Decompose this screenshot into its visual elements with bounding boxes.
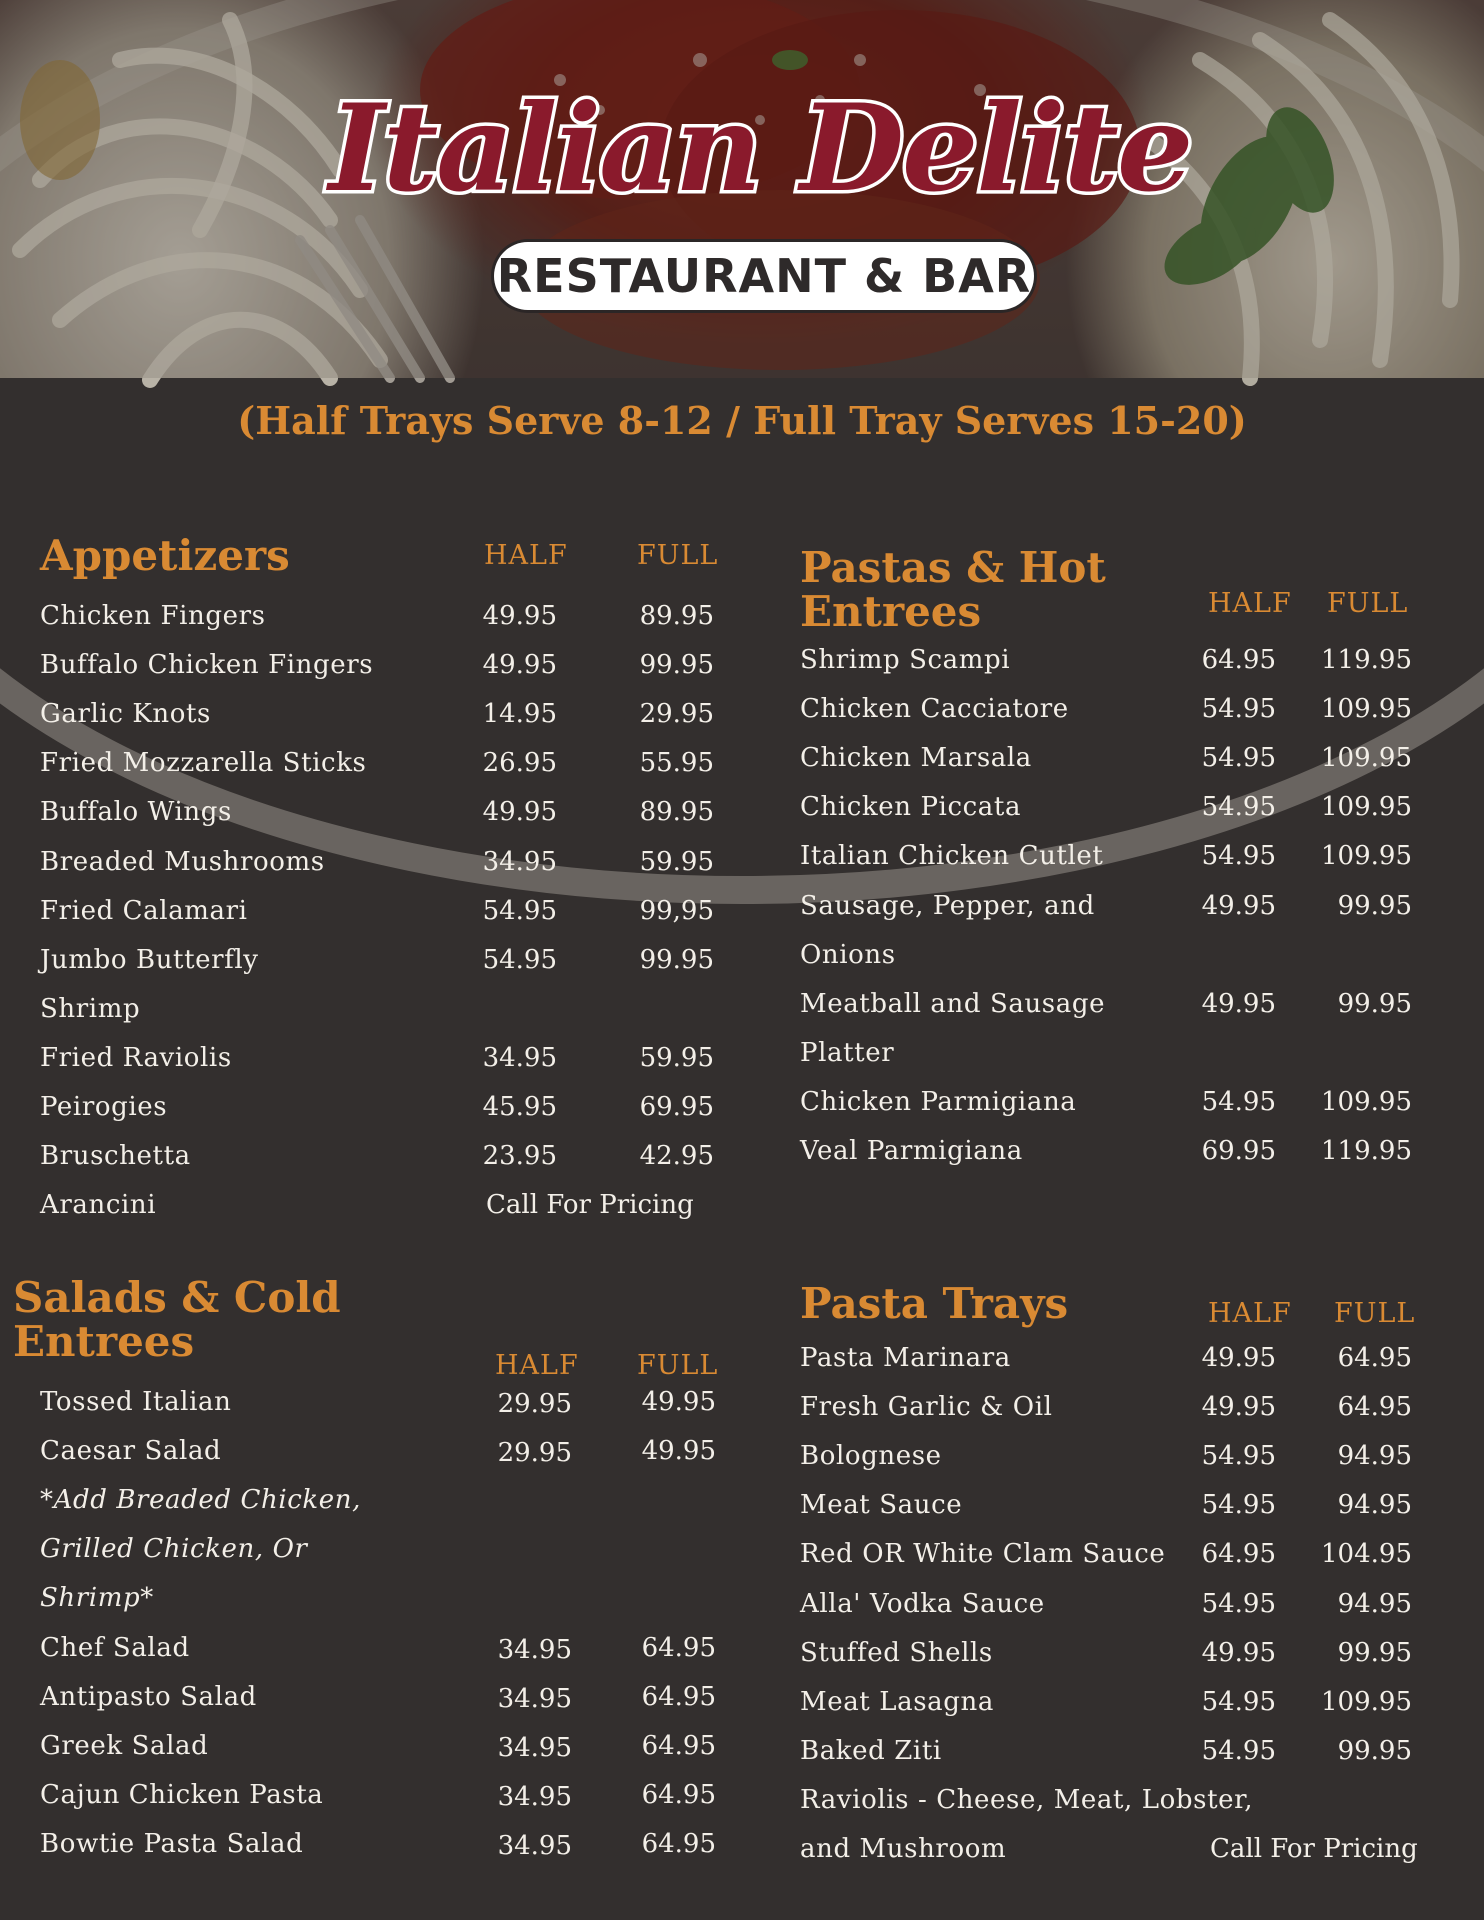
appetizers-item-name: Buffalo Chicken Fingers <box>40 650 374 681</box>
appetizers-item-name: Buffalo Wings <box>40 797 232 828</box>
appetizers-item-full-price: 69.95 <box>639 1092 714 1122</box>
pastas-item-half-price: 49.95 <box>1201 890 1276 921</box>
trays-item-full-price: 99.95 <box>1337 1637 1412 1668</box>
salads-item-half-price: 34.95 <box>497 1732 572 1763</box>
appetizers-item-name: Garlic Knots <box>40 699 211 730</box>
appetizers-item-full-price: 99.95 <box>639 944 714 975</box>
trays-item-full-price: 64.95 <box>1337 1392 1412 1423</box>
trays-item-full-price: 94.95 <box>1337 1441 1412 1472</box>
trays-item-half-price: 54.95 <box>1201 1686 1276 1717</box>
salads-item-name: Tossed Italian <box>40 1387 232 1417</box>
trays-item-call-pricing: Call For Pricing <box>1210 1834 1418 1864</box>
pastas-item-half-price: 54.95 <box>1201 1086 1276 1117</box>
pastas-item-name: Sausage, Pepper, and <box>800 890 1095 921</box>
pastas-item-full-price: 109.95 <box>1321 792 1412 823</box>
trays-item-half-price: 54.95 <box>1201 1588 1276 1619</box>
salads-title-line1: Salads & Cold <box>13 1273 341 1322</box>
salads-half-header: HALF <box>495 1350 579 1381</box>
appetizers-item-half-price: 54.95 <box>482 944 557 975</box>
trays-item-half-price: 49.95 <box>1201 1343 1276 1373</box>
salads-item-half-price: 29.95 <box>497 1389 572 1419</box>
appetizers-item-full-price: 42.95 <box>639 1141 714 1172</box>
pastas-full-header: FULL <box>1327 588 1409 619</box>
salads-item-half-price: 34.95 <box>497 1830 572 1861</box>
salads-item-name: Bowtie Pasta Salad <box>40 1828 304 1859</box>
pastas-item-half-price: 49.95 <box>1201 988 1276 1019</box>
appetizers-full-header: FULL <box>637 540 719 571</box>
salads-item-full-price: 49.95 <box>641 1387 716 1417</box>
trays-item-name: Stuffed Shells <box>800 1637 993 1668</box>
appetizers-item-name: Fried Mozzarella Sticks <box>40 748 367 779</box>
salads-item-name: Shrimp* <box>40 1583 154 1614</box>
appetizers-item-full-price: 89.95 <box>639 797 714 828</box>
trays-item-name: Raviolis - Cheese, Meat, Lobster, <box>800 1784 1254 1815</box>
pastas-half-header: HALF <box>1208 588 1292 619</box>
salads-item-half-price: 34.95 <box>497 1634 572 1665</box>
appetizers-item-name: Arancini <box>40 1190 157 1221</box>
appetizers-item-full-price: 59.95 <box>639 846 714 877</box>
pastas-item-name: Chicken Cacciatore <box>800 694 1069 725</box>
appetizers-item-full-price: 89.95 <box>639 601 714 631</box>
pastas-item-half-price: 54.95 <box>1201 841 1276 872</box>
salads-item-full-price: 64.95 <box>641 1828 716 1859</box>
trays-item-half-price: 49.95 <box>1201 1637 1276 1668</box>
appetizers-item-half-price: 23.95 <box>482 1141 557 1172</box>
appetizers-item-half-price: 49.95 <box>482 650 557 681</box>
salads-item-full-price: 64.95 <box>641 1730 716 1761</box>
pastas-item-half-price: 69.95 <box>1201 1136 1276 1166</box>
trays-item-half-price: 54.95 <box>1201 1441 1276 1472</box>
appetizers-item-name: Fried Raviolis <box>40 1042 232 1073</box>
appetizers-item-name: Bruschetta <box>40 1141 191 1172</box>
trays-item-name: Fresh Garlic & Oil <box>800 1392 1053 1423</box>
appetizers-item-full-price: 29.95 <box>639 699 714 730</box>
pastas-item-name: Chicken Parmigiana <box>800 1086 1077 1117</box>
italian-delite-logo <box>328 60 1192 250</box>
trays-full-header: FULL <box>1334 1298 1416 1329</box>
salads-item-name: Antipasto Salad <box>40 1681 257 1712</box>
appetizers-item-call-pricing: Call For Pricing <box>486 1190 694 1221</box>
trays-item-name: Bolognese <box>800 1441 942 1472</box>
trays-item-full-price: 94.95 <box>1337 1588 1412 1619</box>
salads-item-full-price: 64.95 <box>641 1681 716 1712</box>
logo-script-text: Italian Delite <box>328 78 1192 219</box>
trays-item-name: Alla' Vodka Sauce <box>800 1588 1045 1619</box>
appetizers-item-half-price: 45.95 <box>482 1092 557 1122</box>
appetizers-item-name: Fried Calamari <box>40 895 248 926</box>
pastas-item-full-price: 119.95 <box>1321 645 1412 675</box>
pastas-item-full-price: 109.95 <box>1321 694 1412 725</box>
salads-item-half-price: 29.95 <box>497 1438 572 1469</box>
logo-tagline: RESTAURANT & BAR <box>494 242 1034 310</box>
trays-item-full-price: 94.95 <box>1337 1490 1412 1521</box>
pastas-item-name: Onions <box>800 939 896 970</box>
appetizers-item-full-price: 55.95 <box>639 748 714 779</box>
trays-item-name: Pasta Marinara <box>800 1343 1011 1373</box>
salads-item-name: *Add Breaded Chicken, <box>40 1485 361 1516</box>
appetizers-half-header: HALF <box>484 540 568 571</box>
trays-item-half-price: 54.95 <box>1201 1735 1276 1766</box>
trays-item-half-price: 49.95 <box>1201 1392 1276 1423</box>
pastas-item-half-price: 54.95 <box>1201 743 1276 774</box>
pastas-item-name: Platter <box>800 1037 895 1068</box>
trays-item-full-price: 64.95 <box>1337 1343 1412 1373</box>
pastas-item-full-price: 99.95 <box>1337 988 1412 1019</box>
appetizers-item-half-price: 49.95 <box>482 601 557 631</box>
appetizers-item-half-price: 54.95 <box>482 895 557 926</box>
appetizers-item-name: Shrimp <box>40 993 141 1024</box>
pastas-item-name: Chicken Piccata <box>800 792 1022 823</box>
pastas-item-name: Veal Parmigiana <box>800 1136 1023 1166</box>
appetizers-item-full-price: 59.95 <box>639 1042 714 1073</box>
pastas-item-half-price: 64.95 <box>1201 645 1276 675</box>
pastas-item-full-price: 109.95 <box>1321 743 1412 774</box>
salads-item-full-price: 64.95 <box>641 1779 716 1810</box>
trays-item-full-price: 109.95 <box>1321 1686 1412 1717</box>
trays-item-name: Baked Ziti <box>800 1735 942 1766</box>
pastas-title-line1: Pastas & Hot <box>800 543 1106 592</box>
pastas-item-full-price: 99.95 <box>1337 890 1412 921</box>
pastas-item-full-price: 109.95 <box>1321 1086 1412 1117</box>
salads-full-header: FULL <box>637 1350 719 1381</box>
trays-item-name: Meat Lasagna <box>800 1686 994 1717</box>
appetizers-item-name: Chicken Fingers <box>40 601 266 631</box>
trays-title: Pasta Trays <box>800 1279 1069 1328</box>
trays-item-full-price: 104.95 <box>1321 1539 1412 1570</box>
appetizers-item-half-price: 34.95 <box>482 1042 557 1073</box>
pastas-item-name: Chicken Marsala <box>800 743 1032 774</box>
appetizers-item-half-price: 26.95 <box>482 748 557 779</box>
serving-note: (Half Trays Serve 8-12 / Full Tray Serves 15-20) <box>237 398 1247 443</box>
trays-item-half-price: 54.95 <box>1201 1490 1276 1521</box>
trays-item-half-price: 64.95 <box>1201 1539 1276 1570</box>
appetizers-item-full-price: 99,95 <box>639 895 714 926</box>
pastas-item-half-price: 54.95 <box>1201 792 1276 823</box>
salads-item-name: Chef Salad <box>40 1632 190 1663</box>
trays-half-header: HALF <box>1208 1298 1292 1329</box>
appetizers-title: Appetizers <box>40 531 290 580</box>
appetizers-item-name: Jumbo Butterfly <box>40 944 259 975</box>
pastas-item-name: Meatball and Sausage <box>800 988 1106 1019</box>
appetizers-item-name: Breaded Mushrooms <box>40 846 325 877</box>
salads-item-name: Greek Salad <box>40 1730 209 1761</box>
salads-item-full-price: 64.95 <box>641 1632 716 1663</box>
salads-item-full-price: 49.95 <box>641 1436 716 1467</box>
appetizers-item-half-price: 49.95 <box>482 797 557 828</box>
appetizers-item-half-price: 34.95 <box>482 846 557 877</box>
salads-title-line2: Entrees <box>13 1317 195 1366</box>
salads-item-name: Cajun Chicken Pasta <box>40 1779 324 1810</box>
pastas-item-name: Shrimp Scampi <box>800 645 1011 675</box>
trays-item-full-price: 99.95 <box>1337 1735 1412 1766</box>
header-banner <box>0 0 1484 378</box>
trays-item-name: Red OR White Clam Sauce <box>800 1539 1166 1570</box>
trays-item-name: and Mushroom <box>800 1834 1007 1864</box>
appetizers-item-name: Peirogies <box>40 1092 168 1122</box>
salads-item-name: Caesar Salad <box>40 1436 222 1467</box>
salads-item-name: Grilled Chicken, Or <box>40 1534 308 1565</box>
salads-item-half-price: 34.95 <box>497 1683 572 1714</box>
pastas-title-line2: Entrees <box>800 587 982 636</box>
pastas-item-name: Italian Chicken Cutlet <box>800 841 1104 872</box>
pastas-item-half-price: 54.95 <box>1201 694 1276 725</box>
pastas-item-full-price: 109.95 <box>1321 841 1412 872</box>
trays-item-name: Meat Sauce <box>800 1490 963 1521</box>
pastas-item-full-price: 119.95 <box>1321 1136 1412 1166</box>
salads-item-half-price: 34.95 <box>497 1781 572 1812</box>
appetizers-item-full-price: 99.95 <box>639 650 714 681</box>
appetizers-item-half-price: 14.95 <box>482 699 557 730</box>
